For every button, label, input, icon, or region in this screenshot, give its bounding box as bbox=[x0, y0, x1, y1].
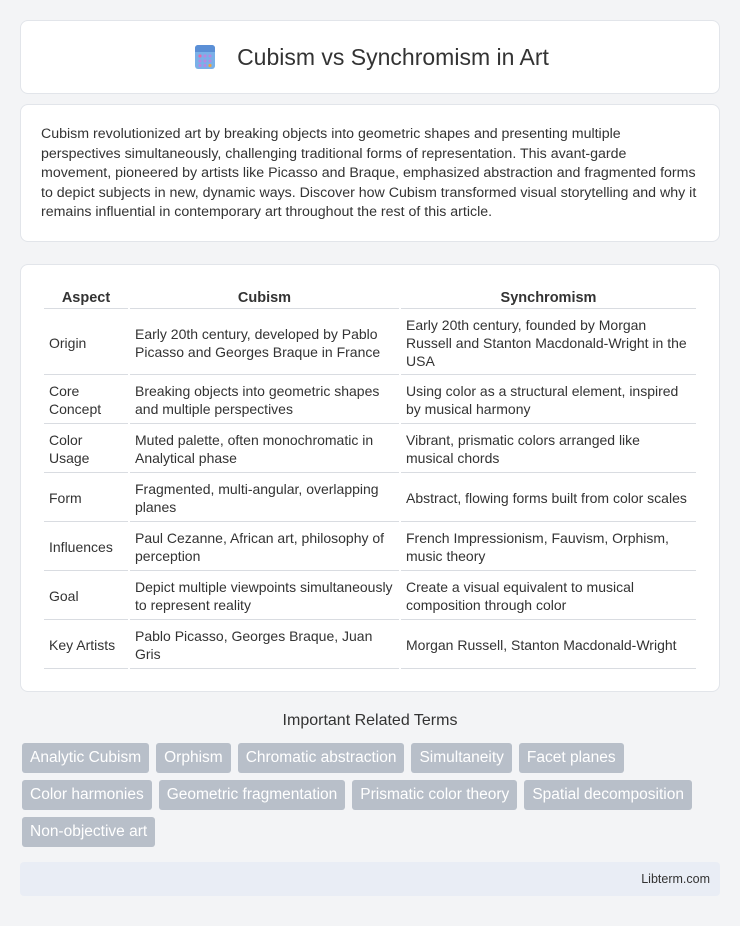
tag-geometric-fragmentation[interactable]: Geometric fragmentation bbox=[159, 780, 346, 810]
cell-aspect: Color Usage bbox=[44, 426, 128, 473]
cell-cubism: Early 20th century, developed by Pablo Picasso and Georges Braque in France bbox=[130, 311, 399, 375]
table-header-row bbox=[44, 287, 696, 309]
tag-facet-planes[interactable]: Facet planes bbox=[519, 743, 624, 773]
cell-synchromism: Morgan Russell, Stanton Macdonald-Wright bbox=[401, 622, 696, 669]
tag-row bbox=[22, 743, 722, 773]
cell-cubism: Muted palette, often monochromatic in Analytical phase bbox=[130, 426, 399, 473]
tag-chromatic-abstraction[interactable]: Chromatic abstraction bbox=[238, 743, 405, 773]
comparison-table-card bbox=[20, 264, 720, 692]
tag-row bbox=[22, 780, 722, 810]
cell-aspect: Influences bbox=[44, 524, 128, 571]
table-row bbox=[44, 524, 696, 571]
tag-color-harmonies[interactable]: Color harmonies bbox=[22, 780, 152, 810]
cell-cubism: Fragmented, multi-angular, overlapping planes bbox=[130, 475, 399, 522]
title-wrap bbox=[191, 43, 549, 71]
table-row bbox=[44, 475, 696, 522]
cell-aspect: Core Concept bbox=[44, 377, 128, 424]
calculator-icon bbox=[191, 43, 219, 71]
tag-simultaneity[interactable]: Simultaneity bbox=[411, 743, 511, 773]
tag-prismatic-color-theory[interactable]: Prismatic color theory bbox=[352, 780, 517, 810]
footer bbox=[20, 862, 720, 896]
tag-row bbox=[22, 817, 722, 847]
header-synchromism: Synchromism bbox=[401, 287, 696, 309]
tag-non-objective-art[interactable]: Non-objective art bbox=[22, 817, 155, 847]
cell-cubism: Paul Cezanne, African art, philosophy of perception bbox=[130, 524, 399, 571]
table-row bbox=[44, 377, 696, 424]
table-row bbox=[44, 573, 696, 620]
table-row bbox=[44, 311, 696, 375]
tag-spatial-decomposition[interactable]: Spatial decomposition bbox=[524, 780, 692, 810]
cell-aspect: Origin bbox=[44, 311, 128, 375]
cell-cubism: Pablo Picasso, Georges Braque, Juan Gris bbox=[130, 622, 399, 669]
related-terms-heading: Important Related Terms bbox=[282, 712, 458, 729]
intro-paragraph: Cubism revolutionized art by breaking objects into geometric shapes and presenting multiple perspectives simultaneously, challenging traditional forms of representation. This avant-garde movement, pioneered by artists like Picasso and Braque, emphasized abstraction and fragmented forms to depict subjects in new, dynamic ways. Discover how Cubism transformed visual storytelling and why it remains influential in contemporary art throughout the rest of this article. bbox=[41, 126, 697, 221]
related-terms-list bbox=[22, 743, 722, 854]
cell-cubism: Depict multiple viewpoints simultaneously to represent reality bbox=[130, 573, 399, 620]
tag-orphism[interactable]: Orphism bbox=[156, 743, 231, 773]
cell-cubism: Breaking objects into geometric shapes and multiple perspectives bbox=[130, 377, 399, 424]
cell-aspect: Form bbox=[44, 475, 128, 522]
footer-site-link[interactable]: Libterm.com bbox=[641, 872, 710, 886]
cell-synchromism: Early 20th century, founded by Morgan Russell and Stanton Macdonald-Wright in the USA bbox=[401, 311, 696, 375]
cell-synchromism: Using color as a structural element, inspired by musical harmony bbox=[401, 377, 696, 424]
page-title: Cubism vs Synchromism in Art bbox=[237, 43, 549, 70]
cell-aspect: Goal bbox=[44, 573, 128, 620]
header-cubism: Cubism bbox=[130, 287, 399, 309]
header-aspect: Aspect bbox=[44, 287, 128, 309]
cell-synchromism: Abstract, flowing forms built from color scales bbox=[401, 475, 696, 522]
header-card bbox=[20, 20, 720, 94]
cell-synchromism: Vibrant, prismatic colors arranged like musical chords bbox=[401, 426, 696, 473]
table-row bbox=[44, 426, 696, 473]
intro-card bbox=[20, 104, 720, 242]
cell-synchromism: French Impressionism, Fauvism, Orphism, music theory bbox=[401, 524, 696, 571]
cell-aspect: Key Artists bbox=[44, 622, 128, 669]
table-row bbox=[44, 622, 696, 669]
cell-synchromism: Create a visual equivalent to musical composition through color bbox=[401, 573, 696, 620]
tag-analytic-cubism[interactable]: Analytic Cubism bbox=[22, 743, 149, 773]
comparison-table bbox=[42, 285, 698, 671]
